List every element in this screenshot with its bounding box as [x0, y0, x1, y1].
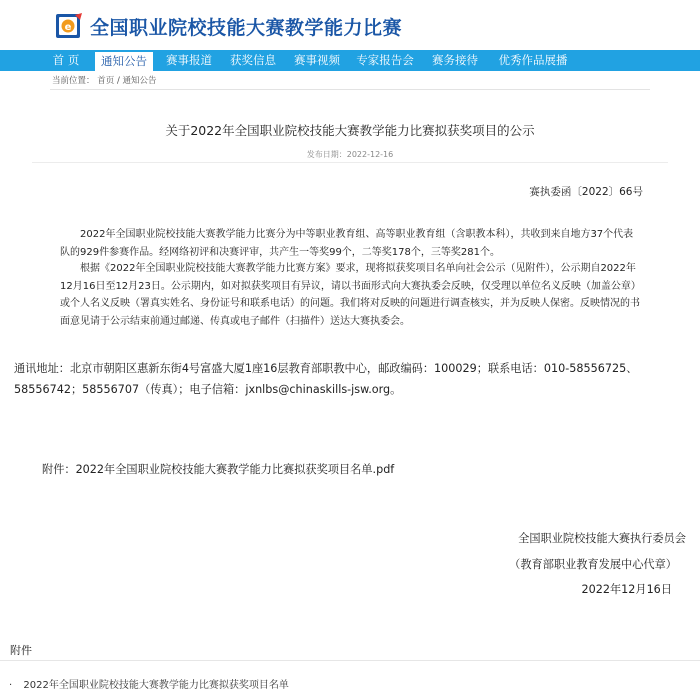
- nav-item-notices[interactable]: 通知公告: [95, 50, 153, 71]
- breadcrumb-separator: /: [116, 76, 120, 86]
- divider: [0, 660, 700, 661]
- attachment-link[interactable]: 附件：2022年全国职业院校技能大赛教学能力比赛拟获奖项目名单.pdf: [42, 463, 395, 476]
- nav-item-home[interactable]: 首 页: [52, 53, 80, 67]
- nav-item-reception[interactable]: 赛务接待: [432, 53, 478, 67]
- competition-logo-icon[interactable]: [54, 11, 84, 41]
- signature-seal-note: （教育部职业教育发展中心代章）: [509, 558, 677, 571]
- contact-info: 通讯地址：北京市朝阳区惠新东街4号富盛大厦1座16层教育部职教中心，邮政编码：100029；联系电话：010-58556725、58556742；58556707（传真）；电子信箱：jxnlbs@chinaskills-jsw.org。: [14, 362, 638, 396]
- body-paragraph-2: 根据《2022年全国职业院校技能大赛教学能力比赛方案》要求，现将拟获奖项目名单向社会公示（见附件），公示期自2022年12月16日至12月23日。公示期内，如对拟获奖项目有异议，请以书面形式向大赛执委会反映，仅受理以单位名义反映（加盖公章）或个人名义反映（署真实姓名、身份证号和联系电话）的问题。我们将对反映的问题进行调查核实，并为反映人保密。反映情况的书面意见请于公示结束前通过邮递、传真或电子邮件（扫描件）送达大赛执委会。: [60, 263, 640, 327]
- breadcrumb: [52, 74, 157, 86]
- breadcrumb-prefix: 当前位置：: [52, 76, 95, 86]
- breadcrumb-home-link[interactable]: 首页: [97, 76, 115, 86]
- main-nav: [0, 50, 700, 71]
- nav-item-showcase[interactable]: 优秀作品展播: [498, 53, 568, 67]
- publish-date: 发布日期：2022-12-16: [306, 150, 394, 159]
- signature-org: 全国职业院校技能大赛执行委员会: [518, 532, 686, 545]
- site-header: [0, 0, 700, 50]
- signature-date: 2022年12月16日: [581, 583, 672, 596]
- nav-item-reports[interactable]: 赛事报道: [166, 53, 212, 67]
- nav-item-videos[interactable]: 赛事视频: [294, 53, 340, 67]
- breadcrumb-current-link[interactable]: 通知公告: [122, 76, 157, 86]
- attachment-list-item[interactable]: [9, 676, 289, 691]
- nav-item-expert-talks[interactable]: 专家报告会: [356, 53, 414, 67]
- divider: [50, 89, 650, 90]
- article-title: 关于2022年全国职业院校技能大赛教学能力比赛拟获奖项目的公示: [165, 123, 535, 138]
- divider: [32, 162, 668, 163]
- body-paragraph-1: 2022年全国职业院校技能大赛教学能力比赛分为中等职业教育组、高等职业教育组（含职教本科），共收到来自地方37个代表队的929件参赛作品。经网络初评和决赛评审，共产生一等奖99个，二等奖178个，三等奖281个。: [60, 229, 634, 258]
- attachments-heading: 附件: [10, 644, 32, 657]
- nav-item-awards[interactable]: 获奖信息: [230, 53, 276, 67]
- svg-text:e: e: [64, 22, 72, 33]
- document-number: 赛执委函〔2022〕66号: [529, 186, 643, 198]
- attachment-list-label[interactable]: 2022年全国职业院校技能大赛教学能力比赛拟获奖项目名单: [23, 680, 289, 691]
- site-title[interactable]: 全国职业院校技能大赛教学能力比赛: [90, 17, 403, 39]
- bullet-icon: ·: [9, 680, 13, 691]
